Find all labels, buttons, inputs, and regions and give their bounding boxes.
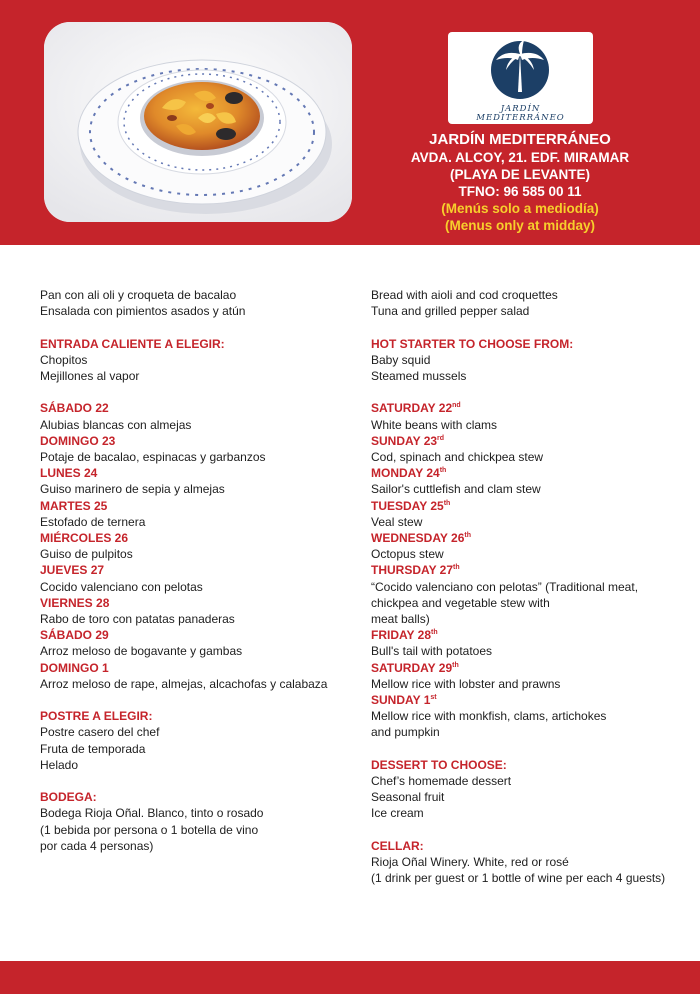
day-label: SUNDAY 1st	[371, 693, 437, 708]
day-dish: Sailor's cuttlefish and clam stew	[371, 482, 541, 497]
cellar-line: Bodega Rioja Oñal. Blanco, tinto o rosado	[40, 806, 264, 821]
restaurant-logo	[448, 32, 593, 124]
starter-item: Mejillones al vapor	[40, 369, 140, 383]
intro-item: Tuna and grilled pepper salad	[371, 304, 530, 319]
cellar-line: por cada 4 personas)	[40, 838, 154, 853]
midday-note-en: (Menus only at midday)	[444, 218, 596, 233]
midday-note-es: (Menús solo a mediodía)	[441, 201, 599, 216]
day-dish: White beans with clams	[371, 417, 498, 432]
cellar-line: Rioja Oñal Winery. White, red or rosé	[371, 855, 569, 870]
day-label: LUNES 24	[40, 466, 98, 481]
cellar-line: (1 bebida por persona o 1 botella de vino	[40, 822, 259, 837]
day-dish: meat balls)	[371, 612, 430, 627]
day-dish: Alubias blancas con almejas	[40, 417, 192, 432]
day-label: JUEVES 27	[40, 563, 105, 578]
day-dish: Guiso marinero de sepia y almejas	[40, 482, 225, 497]
day-label: TUESDAY 25th	[371, 498, 451, 513]
starter-item: Chopitos	[40, 352, 88, 367]
intro-item: Ensalada con pimientos asados y atún	[40, 304, 246, 319]
day-dish: Arroz meloso de bogavante y gambas	[40, 644, 243, 659]
starter-item: Steamed mussels	[371, 369, 467, 383]
day-label: MIÉRCOLES 26	[40, 531, 129, 546]
day-label: WEDNESDAY 26th	[371, 531, 471, 546]
menu-column-spanish	[40, 287, 340, 854]
day-dish: Potaje de bacalao, espinacas y garbanzos	[40, 450, 266, 464]
footer-band	[0, 961, 700, 994]
starter-title: ENTRADA CALIENTE A ELEGIR:	[40, 336, 225, 351]
logo-line-2: MEDITERRÁNEO	[476, 113, 565, 123]
day-dish: Cod, spinach and chickpea stew	[371, 450, 544, 464]
day-label: MONDAY 24th	[371, 466, 447, 481]
palm-tree-logo-icon	[448, 32, 593, 102]
day-dish: Cocido valenciano con pelotas	[40, 579, 203, 594]
dessert-item: Ice cream	[371, 806, 424, 821]
day-dish: and pumpkin	[371, 725, 440, 740]
dessert-item: Fruta de temporada	[40, 741, 146, 756]
starter-title: HOT STARTER TO CHOOSE FROM:	[371, 336, 574, 351]
cellar-title: CELLAR:	[371, 838, 424, 853]
address-line-1: AVDA. ALCOY, 21. EDF. MIRAMAR	[410, 150, 630, 165]
dessert-item: Seasonal fruit	[371, 790, 445, 805]
day-dish: Guiso de pulpitos	[40, 547, 133, 562]
intro-item: Bread with aioli and cod croquettes	[371, 288, 558, 302]
day-dish: Arroz meloso de rape, almejas, alcachofas y calabaza	[40, 676, 328, 691]
day-label: SATURDAY 29th	[371, 660, 459, 675]
restaurant-name: JARDÍN MEDITERRÁNEO	[429, 131, 611, 148]
dessert-item: Helado	[40, 757, 79, 772]
phone-number: TFNO: 96 585 00 11	[458, 184, 582, 199]
day-dish: Octopus stew	[371, 547, 444, 562]
day-dish: chickpea and vegetable stew with	[371, 595, 550, 610]
day-label: MARTES 25	[40, 498, 108, 513]
day-dish: Mellow rice with monkfish, clams, artichokes	[371, 709, 607, 724]
menu-column-english	[371, 287, 691, 886]
dessert-title: DESSERT TO CHOOSE:	[371, 757, 507, 772]
logo-line-1: JARDÍN	[500, 104, 541, 114]
intro-item: Pan con ali oli y croqueta de bacalao	[40, 288, 237, 302]
day-label: SUNDAY 23rd	[371, 433, 445, 448]
starter-item: Baby squid	[371, 352, 431, 367]
header-banner	[0, 0, 700, 245]
day-label: VIERNES 28	[40, 595, 110, 610]
dessert-item: Chef’s homemade dessert	[371, 774, 512, 789]
day-dish: Veal stew	[371, 514, 423, 529]
day-label: DOMINGO 23	[40, 433, 116, 448]
day-label: FRIDAY 28th	[371, 628, 438, 643]
day-label: SÁBADO 29	[40, 628, 109, 643]
day-label: SÁBADO 22	[40, 401, 109, 416]
address-line-2: (PLAYA DE LEVANTE)	[449, 167, 591, 182]
day-label: SATURDAY 22nd	[371, 401, 461, 416]
dessert-title: POSTRE A ELEGIR:	[40, 709, 153, 724]
restaurant-info	[385, 131, 655, 234]
day-dish: Rabo de toro con patatas panaderas	[40, 612, 235, 627]
dessert-item: Postre casero del chef	[40, 725, 160, 740]
day-dish: “Cocido valenciano con pelotas” (Traditional meat,	[371, 579, 639, 594]
cellar-line: (1 drink per guest or 1 bottle of wine per each 4 guests)	[371, 871, 666, 886]
cellar-title: BODEGA:	[40, 790, 97, 805]
day-label: THURSDAY 27th	[371, 563, 460, 578]
stew-plate-illustration	[44, 22, 352, 222]
day-label: DOMINGO 1	[40, 660, 109, 675]
day-dish: Bull's tail with potatoes	[371, 644, 493, 659]
day-dish: Mellow rice with lobster and prawns	[371, 676, 561, 691]
day-dish: Estofado de ternera	[40, 514, 146, 529]
dish-photo	[44, 22, 352, 222]
